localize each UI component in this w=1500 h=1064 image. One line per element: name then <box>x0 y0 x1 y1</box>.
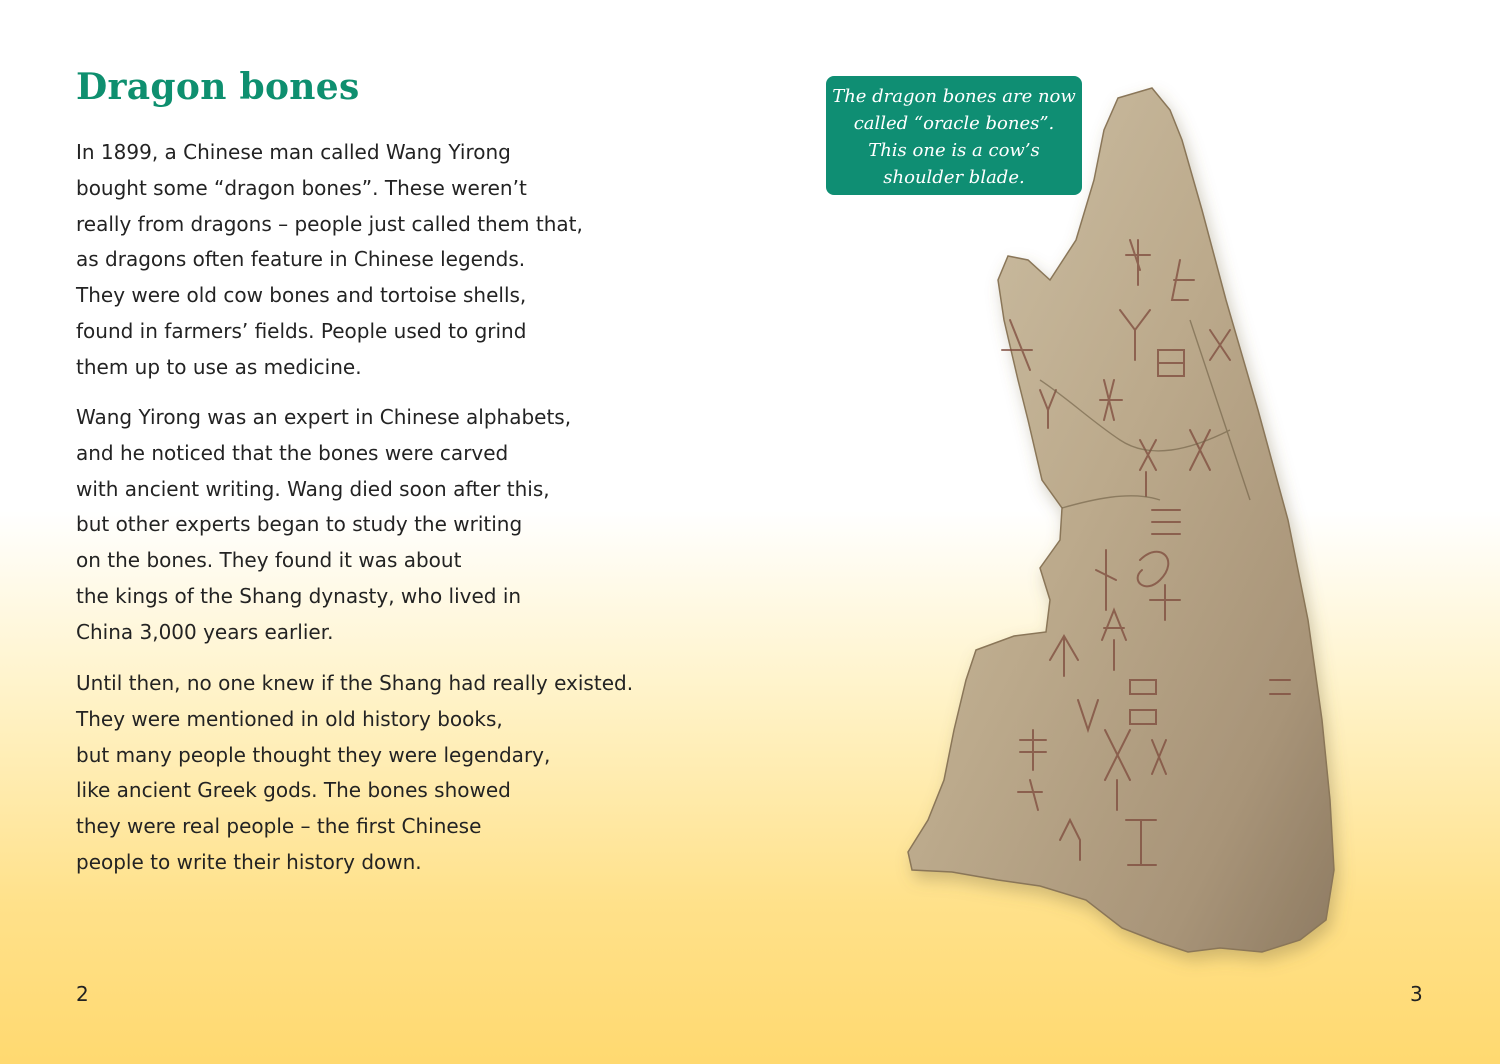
paragraph-line: really from dragons – people just called them that, <box>76 211 583 236</box>
paragraph-line: found in farmers’ fields. People used to grind <box>76 318 527 343</box>
paragraph-line: like ancient Greek gods. The bones showed <box>76 778 511 803</box>
paragraph-line: the kings of the Shang dynasty, who lived in <box>76 583 522 608</box>
caption-line: shoulder blade. <box>883 167 1025 188</box>
paragraph-line: They were old cow bones and tortoise shells, <box>76 283 527 308</box>
paragraph-line: they were real people – the first Chinese <box>76 814 482 839</box>
oracle-bone-image <box>890 80 1360 980</box>
paragraph-line: with ancient writing. Wang died soon after this, <box>76 476 550 501</box>
paragraph-line: They were mentioned in old history books, <box>76 706 503 731</box>
paragraph-line: people to write their history down. <box>76 849 422 874</box>
page-number-right: 3 <box>1410 982 1423 1006</box>
paragraph-line: In 1899, a Chinese man called Wang Yirong <box>76 140 511 164</box>
oracle-bone-icon <box>890 80 1360 980</box>
caption-line: This one is a cow’s <box>868 140 1040 161</box>
page-title: Dragon bones <box>76 66 360 108</box>
paragraph-3 <box>76 666 633 881</box>
paragraph-line: Until then, no one knew if the Shang had really existed. <box>76 671 634 695</box>
paragraph-line: as dragons often feature in Chinese legends. <box>76 247 526 272</box>
paragraph-line: but many people thought they were legendary, <box>76 742 551 767</box>
image-caption <box>826 76 1082 195</box>
paragraph-1 <box>76 135 583 386</box>
paragraph-line: bought some “dragon bones”. These weren’t <box>76 175 527 200</box>
caption-line: called “oracle bones”. <box>853 113 1055 134</box>
paragraph-line: them up to use as medicine. <box>76 354 362 379</box>
paragraph-2 <box>76 400 571 651</box>
paragraph-line: China 3,000 years earlier. <box>76 619 334 644</box>
paragraph-line: Wang Yirong was an expert in Chinese alphabets, <box>76 405 572 429</box>
caption-line: The dragon bones are now <box>832 86 1076 107</box>
paragraph-line: but other experts began to study the writing <box>76 512 523 537</box>
page-number-left: 2 <box>76 982 89 1006</box>
paragraph-line: on the bones. They found it was about <box>76 548 462 573</box>
paragraph-line: and he noticed that the bones were carved <box>76 440 509 465</box>
